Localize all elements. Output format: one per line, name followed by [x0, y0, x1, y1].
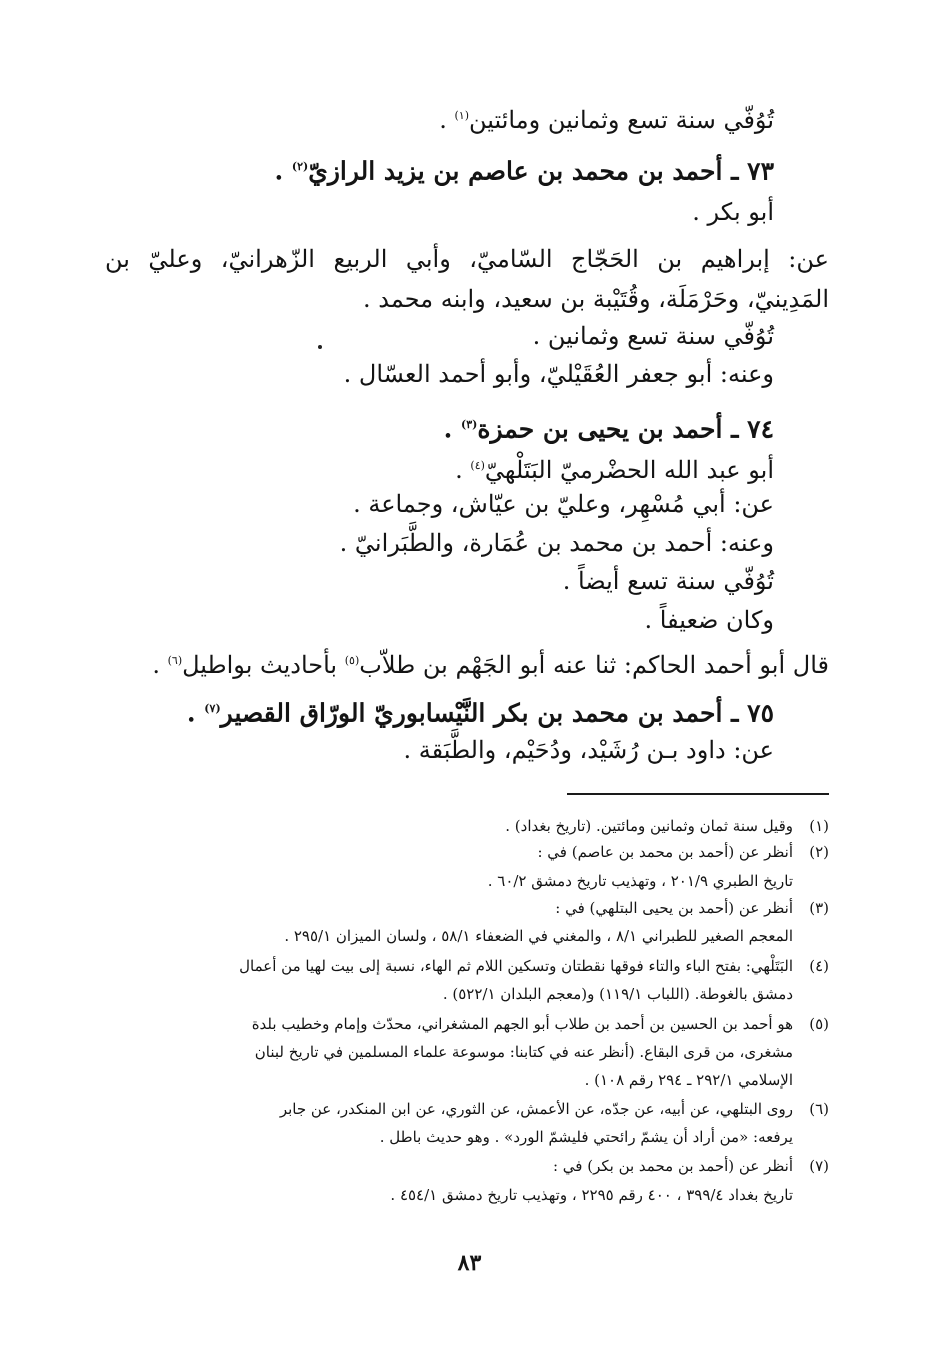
text-segment: .	[186, 698, 205, 728]
footnote-3-cont: المعجم الصغير للطبراني ٨/١ ، والمغني في الضعفاء ٥٨/١ ، ولسان الميزان ٢٩٥/١ .	[284, 927, 793, 945]
footnote-text: وقيل سنة ثمان وثمانين ومائتين. (تاريخ بغداد) .	[505, 817, 793, 835]
footnote-5-cont2: الإسلامي ٢٩٢/١ ـ ٢٩٤ رقم ١٠٨) .	[584, 1071, 793, 1089]
entry-title: ٧٤ ـ أحمد بن يحيى بن حمزة	[477, 414, 774, 444]
footnote-number: (٢)	[809, 843, 829, 861]
footnote-ref[interactable]: (٥)	[344, 654, 360, 667]
footnote-4	[239, 955, 829, 977]
entry-73-teachers-line2: المَدِينيّ، وحَرْمَلَة، وقُتَيْبة بن سعيد، وابنه محمد .	[363, 285, 829, 313]
entry-73-kunya: أبو بكر .	[692, 198, 774, 226]
footnote-3	[555, 897, 829, 919]
text-segment: .	[274, 156, 292, 186]
entry-73-death: تُوُفّي سنة تسع وثمانين .	[532, 322, 774, 350]
footnote-7-cont: تاريخ بغداد ٣٩٩/٤ ، ٤٠٠ رقم ٢٢٩٥ ، وتهذيب تاريخ دمشق ٤٥٤/١ .	[390, 1186, 793, 1204]
entry-74-teachers: عن: أبي مُسْهِر، وعليّ بن عيّاش، وجماعة .	[353, 490, 774, 518]
entry-73-heading	[274, 151, 774, 187]
footnote-text: البَتَلْهي: بفتح الباء والتاء فوقها نقطتان وتسكين اللام ثم الهاء، نسبة إلى بيت لهيا من أعمال	[239, 957, 793, 975]
text-segment: .	[443, 414, 461, 444]
footnote-ref[interactable]: (١)	[454, 109, 469, 122]
footnote-ref[interactable]: (٣)	[461, 418, 478, 431]
footnote-text: هو أحمد بن الحسين بن أحمد بن طلاب أبو الجهم المشغراني، محدّث وإمام وخطيب بلدة	[251, 1015, 793, 1033]
text-segment: قال أبو أحمد الحاكم: ثنا عنه أبو الجَهْم بن طلاّب	[359, 651, 829, 679]
entry-title: ٧٣ ـ أحمد بن محمد بن عاصم بن يزيد الرازيّ	[308, 156, 774, 186]
footnote-separator	[567, 793, 829, 795]
text-segment: .	[439, 106, 455, 134]
footnote-number: (١)	[809, 817, 829, 835]
footnote-2	[537, 841, 829, 863]
footnote-number: (٧)	[809, 1157, 829, 1175]
entry-title: ٧٥ ـ أحمد بن محمد بن بكر النَّيْسابوريّ الورّاق القصير	[220, 698, 774, 728]
entry-74-heading	[444, 409, 774, 445]
footnote-text: أنظر عن (أحمد بن يحيى البتلهي) في :	[555, 899, 793, 917]
text-segment: بأحاديث بواطيل	[182, 651, 345, 679]
footnote-ref[interactable]: (٦)	[167, 654, 183, 667]
footnote-ref[interactable]: (٢)	[291, 160, 309, 173]
entry-75-heading	[187, 693, 774, 729]
footnote-number: (٤)	[809, 957, 829, 975]
footnote-2-cont: تاريخ الطبري ٢٠١/٩ ، وتهذيب تاريخ دمشق ٦٠/٢ .	[487, 872, 793, 890]
entry-74-kunya	[455, 450, 774, 486]
footnote-6-cont: يرفعه: «من أراد أن يشمّ رائحتي فليشمّ الورد» . وهو حديث باطل .	[379, 1128, 793, 1146]
entry-75-teachers: عن: داود بـن رُشَيْد، ودُحَيْم، والطَّبَقة .	[403, 736, 774, 764]
footnote-4-cont: دمشق بالغوطة. (اللباب ١١٩/١) و(معجم البلدان ٥٢٢/١) .	[442, 985, 793, 1003]
footnote-6	[280, 1098, 829, 1120]
footnote-5-cont1: مشغرى، من قرى البقاع. (أنظر عنه في كتابنا: موسوعة علماء المسلمين في تاريخ لبنان	[254, 1043, 793, 1061]
footnote-5	[252, 1013, 829, 1035]
footnote-number: (٦)	[809, 1100, 829, 1118]
page-number: ٨٣	[457, 1250, 482, 1276]
footnote-1	[505, 815, 829, 837]
footnote-text: روى البتلهي، عن أبيه، عن جدّه، عن الأعمش، عن الثوري، عن ابن المنكدر، عن جابر	[279, 1100, 793, 1118]
entry-74-students: وعنه: أحمد بن محمد بن عُمَارة، والطَّبَرانيّ .	[339, 529, 774, 557]
text-segment: .	[152, 651, 168, 679]
entry-73-teachers-line1: عن: إبراهيم بن الحَجّاج السّاميّ، وأبي الربيع الزّهرانيّ، وعليّ بن	[105, 245, 829, 273]
entry-73-students: وعنه: أبو جعفر العُقَيْليّ، وأبو أحمد العسّال .	[343, 360, 774, 388]
footnote-text: أنظر عن (أحمد بن محمد بن عاصم) في :	[537, 843, 793, 861]
footnote-number: (٣)	[809, 899, 829, 917]
footnote-7	[553, 1155, 829, 1177]
footnote-text: أنظر عن (أحمد بن محمد بن بكر) في :	[552, 1157, 793, 1175]
line-death-previous	[439, 100, 774, 136]
footnote-number: (٥)	[809, 1015, 829, 1033]
text-segment: تُوُفّي سنة تسع وثمانين ومائتين	[469, 106, 774, 134]
entry-74-death: تُوُفّي سنة تسع أيضاً .	[562, 567, 774, 595]
footnote-ref[interactable]: (٤)	[470, 459, 485, 472]
stray-mark	[318, 345, 322, 349]
entry-74-weak: وكان ضعيفاً .	[644, 606, 774, 634]
text-segment: أبو عبد الله الحضْرميّ البَتَلْهيّ	[484, 456, 774, 484]
footnote-ref[interactable]: (٧)	[204, 702, 221, 715]
entry-74-quote	[152, 645, 829, 681]
text-segment: .	[455, 456, 471, 484]
